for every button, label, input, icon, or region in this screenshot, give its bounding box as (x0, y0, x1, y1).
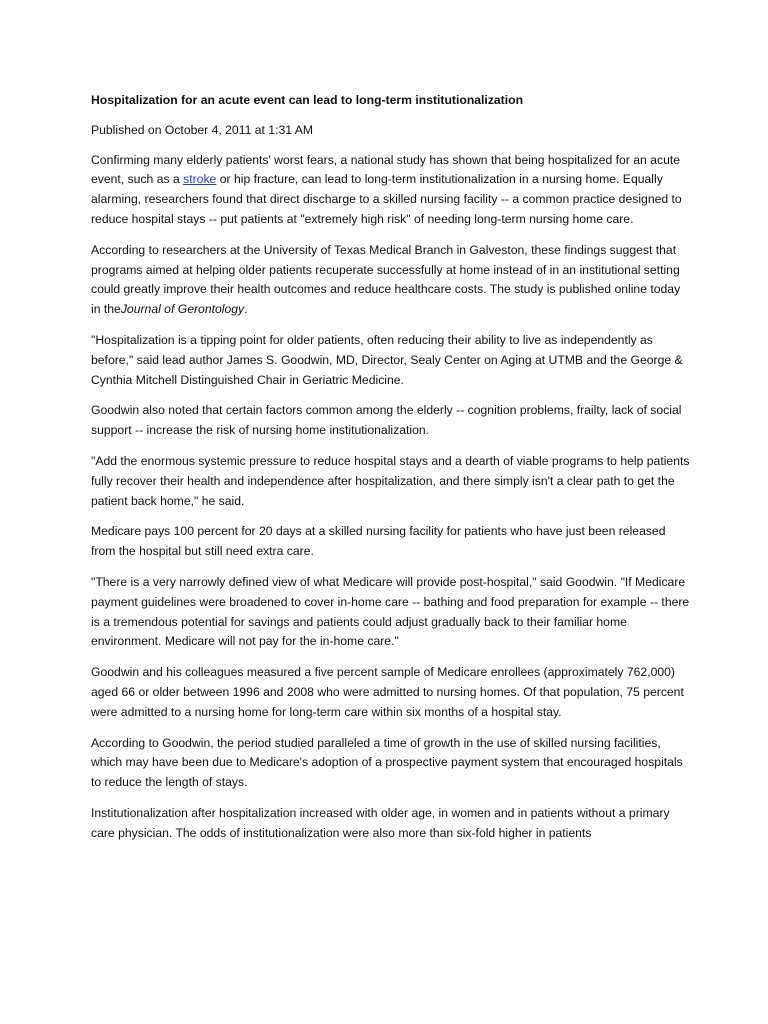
paragraph-1-text-after: or hip fracture, can lead to long-term institutionalization in a nursing home. Equally alarming, researchers found that direct discharge to a skilled nursing facility -- a common practice designed to reduce hospital stays -- put patients at "extremely high risk" of needing long-term nursing home care. (91, 172, 682, 226)
paragraph-2 (91, 241, 691, 320)
paragraph-5: "Add the enormous systemic pressure to reduce hospital stays and a dearth of viable programs to help patients fully recover their health and independence after hospitalization, and there simply isn't a clear path to get the patient back home," he said. (91, 453, 690, 508)
paragraph-10: Institutionalization after hospitalization increased with older age, in women and in patients without a primary care physician. The odds of institutionalization were also more than six-fold higher in patients (91, 805, 670, 840)
paragraph-2-text-after: . (244, 302, 248, 317)
paragraph-7: "There is a very narrowly defined view of what Medicare will provide post-hospital," said Goodwin. "If Medicare payment guidelines were broadened to cover in-home care -- bathing and food preparation for example -- there is a tremendous potential for savings and patients could adjust gradually back to their familiar home environment. Medicare will not pay for the in-home care." (91, 574, 690, 649)
paragraph-9: According to Goodwin, the period studied paralleled a time of growth in the use of skilled nursing facilities, which may have been due to Medicare's adoption of a prospective payment system that encouraged hospitals to reduce the length of stays. (91, 735, 683, 790)
paragraph-8: Goodwin and his colleagues measured a five percent sample of Medicare enrollees (approximately 762,000) aged 66 or older between 1996 and 2008 who were admitted to nursing homes. Of that population, 75 percent were admitted to a nursing home for long-term care within six months of a hospital stay. (91, 665, 684, 719)
document-page (91, 91, 691, 855)
paragraph-6: Medicare pays 100 percent for 20 days at a skilled nursing facility for patients who have just been released from the hospital but still need extra care. (91, 524, 666, 559)
journal-name: Journal of Gerontology (120, 302, 245, 317)
article-title: Hospitalization for an acute event can lead to long-term institutionalization (91, 93, 524, 107)
stroke-link[interactable]: stroke (183, 172, 217, 187)
paragraph-2-text-before: According to researchers at the University of Texas Medical Branch in Galveston, these findings suggest that programs aimed at helping older patients recuperate successfully at home instead of in an institutional setting could greatly improve their health outcomes and reduce healthcare costs. The study is published online today in the (91, 242, 681, 317)
published-date: Published on October 4, 2011 at 1:31 AM (91, 122, 314, 137)
paragraph-1-text-before: Confirming many elderly patients' worst fears, a national study has shown that being hospitalized for an acute event, such as a (91, 152, 681, 187)
paragraph-3: "Hospitalization is a tipping point for older patients, often reducing their ability to live as independently as before," said lead author James S. Goodwin, MD, Director, Sealy Center on Aging at UTMB and the George & Cynthia Mitchell Distinguished Chair in Geriatric Medicine. (91, 332, 683, 387)
paragraph-4: Goodwin also noted that certain factors common among the elderly -- cognition problems, frailty, lack of social support -- increase the risk of nursing home institutionalization. (91, 403, 682, 438)
paragraph-1 (91, 151, 691, 230)
